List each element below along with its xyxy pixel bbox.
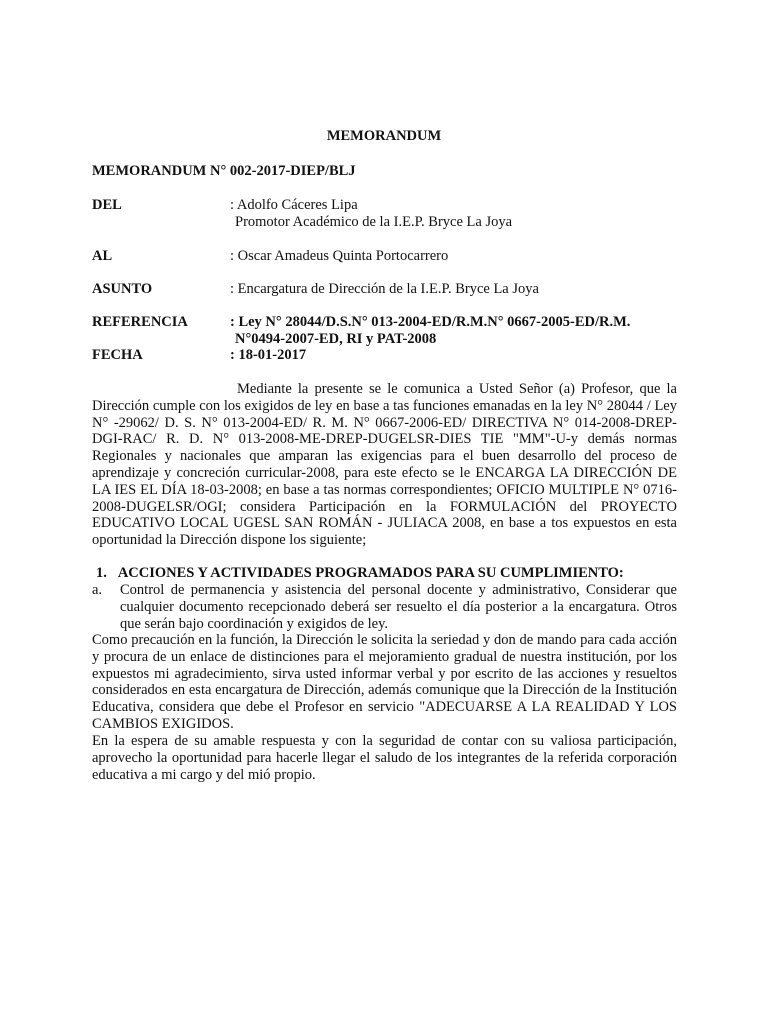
- paragraph-intro-text: Mediante la presente se le comunica a Usted Señor (a) Profesor, que la Dirección cumple con los exigidos de ley en base a tas funciones emanadas en la ley N° 28044 / Ley N° -29062/ D. S. N° 013-2004-ED/ R. M. N° 0667-2006-ED/ DIRECTIVA N° 014-2008-DREP-DGI-RAC/ R. D. N° 013-2008-ME-DREP-DUGELSR-DIES TIE "MM"-U-y demás normas Regionales y nacionales que amparan las exigencias para el buen desarrollo del proceso de aprendizaje y concreción curricular-2008, para este efecto se le ENCARGA LA DIRECCIÓN DE LA IES EL DÍA 18-03-2008; en base a tas normas correspondientes; OFICIO MULTIPLE N° 0716-2008-DUGELSR/OGI; considera Participación en la FORMULACIÓN del PROYECTO EDUCATIVO LOCAL UGESL SAN ROMÁN - JULIACA 2008, en base a tos expuestos en esta oportunidad la Dirección dispone los siguiente;: [92, 381, 677, 549]
- asunto-value: : Encargatura de Dirección de la I.E.P. Bryce La Joya: [230, 281, 539, 297]
- section-title: ACCIONES Y ACTIVIDADES PROGRAMADOS PARA SU CUMPLIMIENTO:: [117, 565, 624, 581]
- section-heading: [96, 565, 624, 582]
- al-value: : Oscar Amadeus Quinta Portocarrero: [230, 248, 449, 264]
- paragraph-intro: [92, 381, 677, 549]
- list-item: [92, 582, 677, 632]
- referencia-label: REFERENCIA: [92, 314, 188, 330]
- del-value: [230, 197, 690, 231]
- referencia-line2: N°0494-2007-ED, RI y PAT-2008: [235, 331, 437, 347]
- del-label: DEL: [92, 197, 122, 213]
- fecha-value: : 18-01-2017: [230, 347, 307, 363]
- del-position: Promotor Académico de la I.E.P. Bryce La Joya: [235, 214, 513, 230]
- del-name: : Adolfo Cáceres Lipa: [230, 197, 358, 213]
- item-a-text: Control de permanencia y asistencia del personal docente y administrativo, Considerar que cualquier documento recepcionado deberá ser resuelto el día posterior a la encargatura. Otros que serán bajo coordinación y exigidos de ley.: [120, 582, 677, 632]
- memorandum-number: MEMORANDUM N° 002-2017-DIEP/BLJ: [92, 163, 356, 179]
- asunto-label: ASUNTO: [92, 281, 153, 297]
- section-number: 1.: [96, 565, 107, 581]
- paragraph-precaution: Como precaución en la función, la Dirección le solicita la seriedad y don de mando para cada acción y procura de un enlace de distinciones para el mejoramiento gradual de nuestra institución, por los expuestos mi agradecimiento, sirva usted informar verbal y por escrito de las acciones y resueltos considerados en esta encargatura de Dirección, además comunique que la Dirección de la Institución Educativa, considera que debe el Profesor en servicio "ADECUARSE A LA REALIDAD Y LOS CAMBIOS EXIGIDOS.: [92, 632, 677, 732]
- al-label: AL: [92, 248, 113, 264]
- fecha-label: FECHA: [92, 347, 143, 363]
- paragraph-closing: En la espera de su amable respuesta y con la seguridad de contar con su valiosa participación, aprovecho la oportunidad para hacerle llegar el saludo de los integrantes de la referida corporación educativa a mi cargo y del mió propio.: [92, 733, 677, 783]
- referencia-value: [230, 314, 690, 348]
- document-title: MEMORANDUM: [326, 128, 442, 144]
- referencia-line1: : Ley N° 28044/D.S.N° 013-2004-ED/R.M.N° 0667-2005-ED/R.M.: [230, 314, 631, 330]
- item-a-marker: a.: [92, 582, 103, 598]
